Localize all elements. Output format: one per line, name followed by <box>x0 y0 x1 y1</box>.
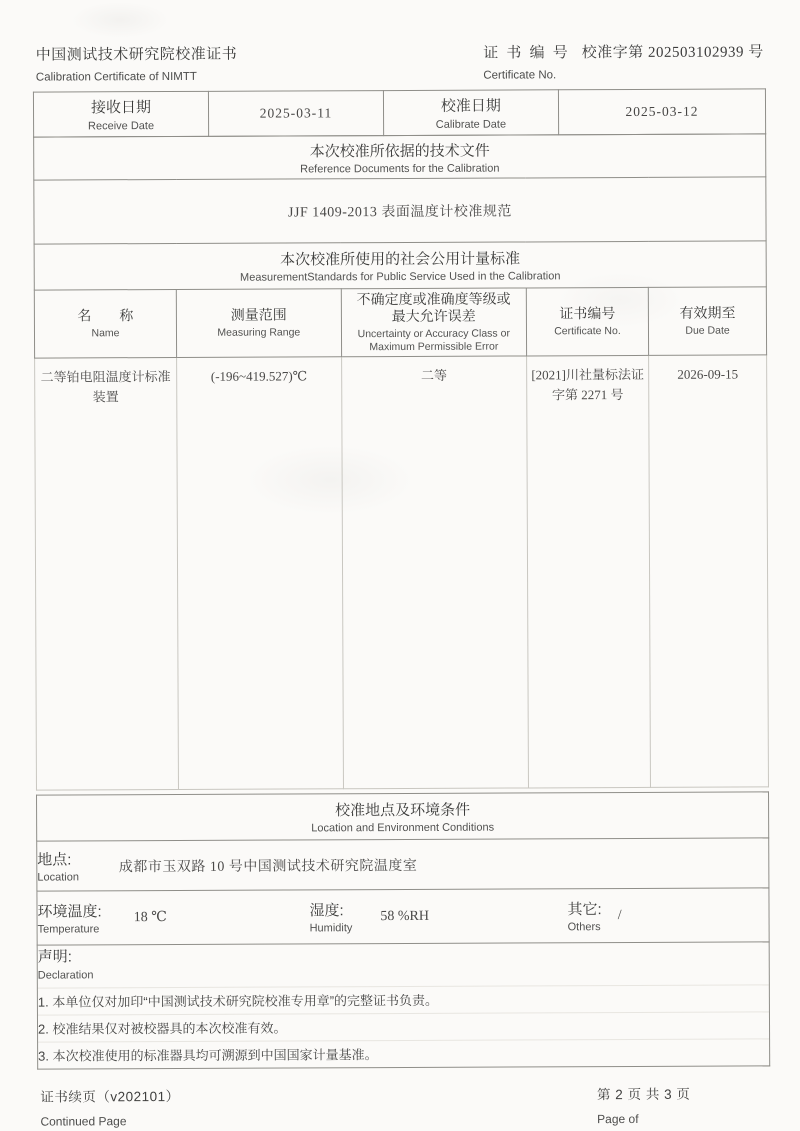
column-header-certno <box>526 287 649 356</box>
calibrate-date-label: 校准日期 <box>440 97 501 115</box>
humidity-value: 58 %RH <box>380 908 429 924</box>
humidity-label: 湿度: <box>309 902 344 920</box>
column-header-name <box>34 289 176 358</box>
certificate-no-value: 校准字第 202503102939 号 <box>581 44 764 62</box>
page-title: 中国测试技术研究院校准证书 <box>35 45 238 64</box>
header-right <box>483 40 764 81</box>
others-value: / <box>617 907 622 923</box>
column-header-uncertainty-en: Uncertainty or Accuracy Class or Maximum Permissible Error <box>357 327 510 354</box>
standards-table <box>33 133 769 790</box>
column-header-due-en: Due Date <box>685 324 730 337</box>
continued-page-label: 证书续页（v202101） <box>40 1088 180 1105</box>
environment-title-row <box>37 792 769 841</box>
standards-title-row <box>34 241 766 290</box>
others-label-en: Others <box>567 921 601 934</box>
temperature-label: 环境温度: <box>37 903 102 921</box>
footer-left <box>40 1085 179 1129</box>
column-header-range <box>176 289 341 358</box>
declaration-title-en: Declaration <box>37 969 94 982</box>
calibrate-date-value: 2025-03-12 <box>558 89 765 135</box>
environment-title: 校准地点及环境条件 <box>335 801 471 820</box>
location-row <box>37 838 769 891</box>
footer-right <box>597 1083 690 1126</box>
document-header <box>0 0 798 84</box>
column-header-uncertainty <box>341 288 526 357</box>
column-header-name-en: Name <box>91 327 120 340</box>
standard-due-date: 2026-09-15 <box>649 355 769 788</box>
location-label-en: Location <box>37 871 79 884</box>
standards-title-cell <box>34 241 766 290</box>
page-number-en: Page of <box>597 1111 639 1127</box>
reference-document: JJF 1409-2013 表面温度计校准规范 <box>34 177 766 244</box>
temperature-label-en: Temperature <box>37 923 100 936</box>
reference-title-en: Reference Documents for the Calibration <box>300 162 500 175</box>
header-left <box>36 43 238 84</box>
standard-certificate-no: [2021]川社量标法证字第 2271 号 <box>526 355 650 788</box>
calibrate-date-label-cell <box>383 90 558 136</box>
standard-uncertainty: 二等 <box>341 356 528 789</box>
declaration-item-3: 3. 本次校准使用的标准器具均可溯源到中国国家计量基准。 <box>38 1038 769 1068</box>
location-value: 成都市玉双路 10 号中国测试技术研究院温度室 <box>118 858 418 875</box>
standard-name: 二等铂电阻温度计标准装置 <box>35 357 179 790</box>
conditions-row <box>37 888 769 945</box>
declaration-cell <box>37 942 770 1069</box>
humidity-label-en: Humidity <box>309 922 353 935</box>
others-label: 其它: <box>567 901 602 919</box>
declaration-row <box>37 942 770 1069</box>
environment-title-en: Location and Environment Conditions <box>311 821 495 835</box>
temperature-group <box>37 899 309 935</box>
location-cell <box>37 838 769 891</box>
location-label: 地点: <box>37 851 72 869</box>
humidity-group <box>309 898 567 934</box>
page-number: 第 2 页 共 3 页 <box>597 1086 691 1103</box>
reference-title: 本次校准所依据的技术文件 <box>309 142 490 160</box>
receive-date-label: 接收日期 <box>90 99 152 117</box>
page-title-en: Calibration Certificate of NIMTT <box>35 70 197 84</box>
standards-title-en: MeasurementStandards for Public Service Used in the Calibration <box>240 270 561 284</box>
declaration-title: 声明: <box>37 948 72 966</box>
certificate-number-line <box>483 40 764 62</box>
receive-date-label-en: Receive Date <box>88 120 155 133</box>
receive-date-label-cell <box>33 91 208 137</box>
declaration-item-1: 1. 本单位仅对加印“中国测试技术研究院校准专用章”的完整证书负责。 <box>38 984 769 1014</box>
standards-title: 本次校准所使用的社会公用计量标准 <box>280 250 521 269</box>
column-header-range-en: Measuring Range <box>217 326 301 339</box>
column-header-uncertainty-zh: 不确定度或准确度等级或 <box>356 290 511 308</box>
reference-title-cell <box>34 134 766 180</box>
column-header-due <box>648 287 766 356</box>
column-header-certno-en: Certificate No. <box>554 325 621 338</box>
declaration-item-2: 2. 校准结果仅对被校器具的本次校准有效。 <box>38 1011 769 1041</box>
conditions-cell <box>37 888 769 945</box>
column-header-range-zh: 测量范围 <box>230 306 287 323</box>
dates-row <box>33 89 765 137</box>
others-group <box>567 898 621 933</box>
receive-date-value: 2025-03-11 <box>208 91 383 137</box>
standards-header-row <box>34 287 766 358</box>
dates-table <box>33 88 766 137</box>
reference-content-row <box>34 177 766 244</box>
standard-range: (-196~419.527)℃ <box>177 357 344 790</box>
environment-table <box>36 791 770 1069</box>
document-footer <box>40 1083 690 1129</box>
reference-title-row <box>34 134 766 180</box>
column-header-name-zh: 名 称 <box>77 307 134 324</box>
column-header-due-zh: 有效期至 <box>679 304 736 321</box>
calibrate-date-label-en: Calibrate Date <box>435 118 507 131</box>
column-header-uncertainty-zh2: 最大允许误差 <box>391 307 476 325</box>
environment-title-cell <box>37 792 769 841</box>
column-header-certno-zh: 证书编号 <box>559 305 616 322</box>
standard-device-row <box>35 355 769 790</box>
location-label-block <box>37 848 79 883</box>
temperature-value: 18 ℃ <box>133 910 167 926</box>
certificate-no-label-en: Certificate No. <box>483 69 557 82</box>
certificate-no-label: 证 书 编 号 <box>483 44 570 62</box>
continued-page-label-en: Continued Page <box>40 1114 127 1129</box>
